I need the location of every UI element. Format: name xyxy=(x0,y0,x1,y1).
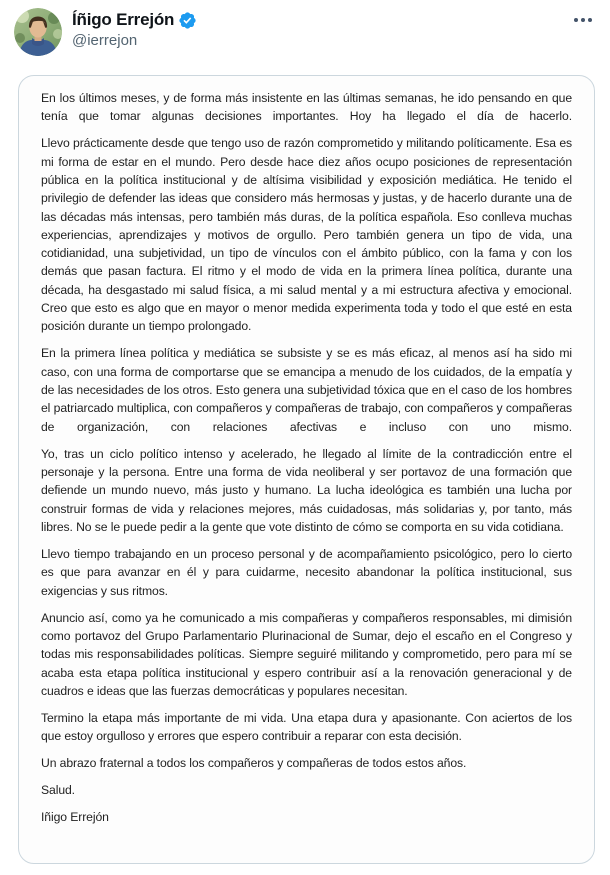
letter-paragraph: Anuncio así, como ya he comunicado a mis compañeras y compañeros responsables, mi dimisión como portavoz del Grupo Parlamentario Plurinacional de Sumar, dejo el escaño en el Congreso y todas mis responsabilidades políticas. Siempre seguiré militando y comprometido, pero para mí se acaba esta etapa política institucional y espero contribuir así a la renovación generacional y de cuadros e ideas que las fuerzas democráticas y populares necesitan. xyxy=(41,610,572,698)
letter-image-card[interactable] xyxy=(18,75,595,864)
letter-paragraph: Salud. xyxy=(41,783,75,798)
display-name[interactable]: Íñigo Errejón xyxy=(72,10,175,29)
more-options-icon[interactable] xyxy=(570,14,596,26)
profile-photo xyxy=(14,8,62,56)
more-dot xyxy=(581,18,585,22)
letter-paragraph: Un abrazo fraternal a todos los compañeros y compañeras de todos estos años. xyxy=(41,756,467,771)
user-handle[interactable]: @ierrejon xyxy=(72,32,138,49)
more-dot xyxy=(574,18,578,22)
letter-paragraph: En los últimos meses, y de forma más insistente en las últimas semanas, he ido pensando en que tenía que tomar algunas decisiones importantes. Hoy ha llegado el día de hacerlo. xyxy=(41,91,572,124)
verified-badge-icon xyxy=(178,11,197,30)
letter-paragraph: Yo, tras un ciclo político intenso y acelerado, he llegado al límite de la contradicción entre el personaje y la persona. Entre una forma de vida neoliberal y ser portavoz de una formación que defiende un mundo nuevo, más justo y humano. La lucha ideológica es también una lucha por construir formas de vida y relaciones mejores, más cuidadosas, más solidarias y, por tanto, más libres. No se le puede pedir a la gente que vote distinto de cómo se comporta en su vida cotidiana. xyxy=(41,446,572,534)
user-identity xyxy=(72,10,197,49)
letter-paragraph: Llevo prácticamente desde que tengo uso de razón comprometido y militando políticamente. Esa es mi forma de estar en el mundo. Pero desde hace diez años ocupo posiciones de representación pública en la política institucional y de altísima visibilidad y exposición mediática. He tenido el privilegio de defender las ideas que considero más hermosas y justas, y de hacerlo durante una de las décadas más intensas, pero también más duras, de la política española. Eso conlleva muchas experiencias, aprendizajes y motivos de orgullo. Pero también genera un tipo de vida, una cotidianidad, una subjetividad, un tipo de vínculos con el ámbito público, con la fama y con los demás que pasan factura. El ritmo y el modo de vida en la primera línea política, durante una década, ha desgastado mi salud física, a mi salud mental y a mi estructura afectiva y emocional. Creo que esto es algo que en mayor o menor medida experimenta toda y todo el que esté en esta posición durante un tiempo prolongado. xyxy=(41,136,572,334)
tweet-header xyxy=(0,0,610,64)
letter-paragraph: Iñigo Errejón xyxy=(41,810,109,825)
more-dot xyxy=(588,18,592,22)
letter-paragraph: Termino la etapa más importante de mi vida. Una etapa dura y apasionante. Con aciertos de los que estoy orgulloso y errores que espero contribuir a reparar con esta decisión. xyxy=(41,710,572,744)
letter-paragraph: Llevo tiempo trabajando en un proceso personal y de acompañamiento psicológico, pero lo cierto es que para avanzar en él y para cuidarme, necesito abandonar la política institucional, sus exigencias y sus ritmos. xyxy=(41,546,572,598)
avatar[interactable] xyxy=(14,8,62,56)
letter-paragraph: En la primera línea política y mediática se subsiste y se es más eficaz, al menos así ha sido mi caso, con una forma de comportarse que se emancipa a menudo de los cuidados, de la empatía y de las necesidades de los otros. Esto genera una subjetividad tóxica que en el caso de los hombres el patriarcado multiplica, con compañeros y compañeras de trabajo, con compañeros y compañeras de organización, con relaciones afectivas e incluso con uno mismo. xyxy=(41,346,572,434)
